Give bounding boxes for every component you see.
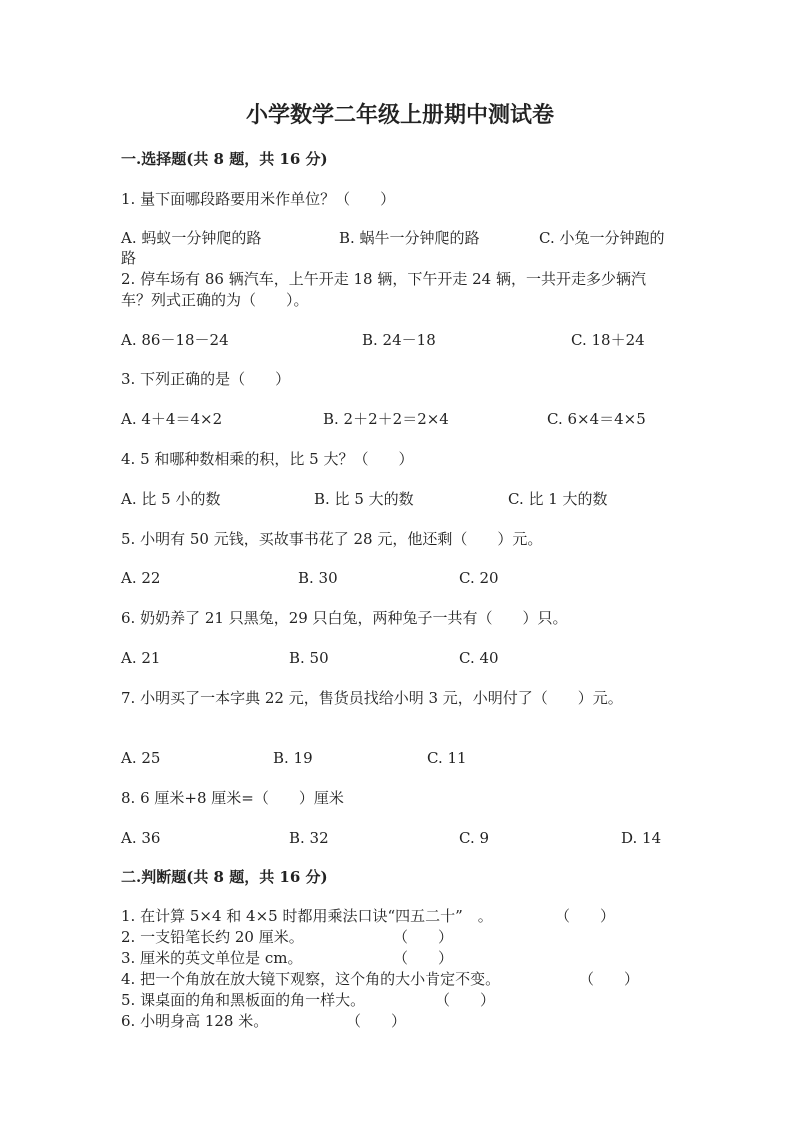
question-7-option-b: B. 19: [273, 749, 313, 767]
judgment-4-text: 4. 把一个角放在放大镜下观察，这个角的大小肯定不变。: [121, 970, 501, 988]
judgment-1-text: 1. 在计算 5×4 和 4×5 时都用乘法口诀“四五二十” 。: [121, 907, 493, 925]
question-6-option-a: A. 21: [121, 649, 161, 667]
judgment-5-text: 5. 课桌面的角和黑板面的角一样大。: [121, 991, 366, 1009]
judgment-3-text: 3. 厘米的英文单位是 cm。: [121, 949, 303, 967]
question-7-option-c: C. 11: [427, 749, 467, 767]
question-6-option-c: C. 40: [459, 649, 499, 667]
question-5-option-b: B. 30: [298, 569, 338, 587]
question-3-option-b: B. 2＋2＋2＝2×4: [323, 410, 449, 428]
question-6-stem: 6. 奶奶养了 21 只黑兔，29 只白兔，两种兔子一共有（ ）只。: [121, 609, 568, 627]
question-2-option-a: A. 86－18－24: [121, 331, 229, 349]
page-title: 小学数学二年级上册期中测试卷: [245, 102, 554, 128]
question-4-stem: 4. 5 和哪种数相乘的积，比 5 大？（ ）: [121, 450, 414, 468]
question-8-option-d: D. 14: [621, 829, 662, 847]
question-2-option-b: B. 24－18: [362, 331, 436, 349]
judgment-2-paren: （ ）: [393, 928, 454, 946]
question-1-option-c: C. 小兔一分钟跑的: [539, 229, 665, 247]
question-4-option-a: A. 比 5 小的数: [121, 490, 221, 508]
question-4-option-c: C. 比 1 大的数: [508, 490, 608, 508]
question-3-option-c: C. 6×4＝4×5: [547, 410, 646, 428]
question-7-option-a: A. 25: [121, 749, 161, 767]
question-6-option-b: B. 50: [289, 649, 329, 667]
question-2-stem-line-1: 2. 停车场有 86 辆汽车，上午开走 18 辆，下午开走 24 辆，一共开走多少辆汽: [121, 270, 646, 288]
judgment-4-paren: （ ）: [579, 970, 640, 988]
question-8-option-c: C. 9: [459, 829, 490, 847]
question-8-option-a: A. 36: [121, 829, 161, 847]
judgment-6-paren: （ ）: [346, 1012, 407, 1030]
judgment-6-text: 6. 小明身高 128 米。: [121, 1012, 269, 1030]
section-2-heading: 二.判断题(共 8 题，共 16 分): [121, 868, 328, 886]
judgment-3-paren: （ ）: [393, 949, 454, 967]
question-1-option-c-wrap: 路: [121, 249, 137, 267]
question-3-option-a: A. 4＋4＝4×2: [121, 410, 223, 428]
question-4-option-b: B. 比 5 大的数: [314, 490, 414, 508]
question-5-option-a: A. 22: [121, 569, 161, 587]
question-8-option-b: B. 32: [289, 829, 329, 847]
question-8-stem: 8. 6 厘米+8 厘米=（ ）厘米: [121, 789, 344, 807]
judgment-2-text: 2. 一支铅笔长约 20 厘米。: [121, 928, 304, 946]
question-1-option-a: A. 蚂蚁一分钟爬的路: [121, 229, 262, 247]
question-7-stem: 7. 小明买了一本字典 22 元，售货员找给小明 3 元，小明付了（ ）元。: [121, 689, 623, 707]
question-5-stem: 5. 小明有 50 元钱，买故事书花了 28 元，他还剩（ ）元。: [121, 530, 543, 548]
question-5-option-c: C. 20: [459, 569, 499, 587]
question-2-option-c: C. 18＋24: [571, 331, 645, 349]
judgment-1-paren: （ ）: [555, 907, 616, 925]
question-2-stem-line-2: 车？列式正确的为（ ）。: [121, 291, 309, 309]
section-1-heading: 一.选择题(共 8 题，共 16 分): [121, 150, 328, 168]
question-1-option-b: B. 蜗牛一分钟爬的路: [339, 229, 480, 247]
question-3-stem: 3. 下列正确的是（ ）: [121, 370, 291, 388]
question-1-stem: 1. 量下面哪段路要用米作单位？（ ）: [121, 190, 396, 208]
judgment-5-paren: （ ）: [435, 991, 496, 1009]
